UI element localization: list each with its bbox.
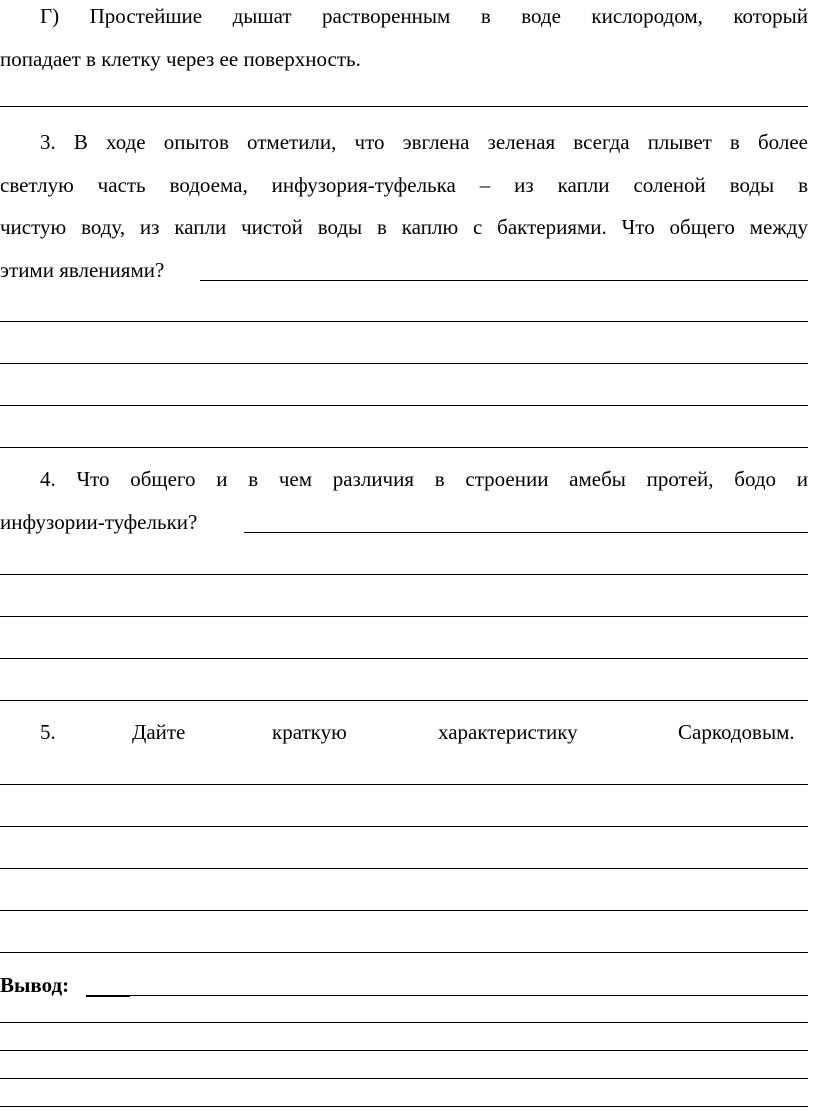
section-g-line-2: попадает в клетку через ее поверхность. (0, 47, 361, 71)
answer-line[interactable] (0, 447, 808, 448)
answer-line[interactable] (244, 532, 808, 533)
answer-line[interactable] (86, 995, 130, 997)
section-g-line-1: Г) Простейшие дышат растворенным в воде кислородом, который (40, 4, 808, 28)
question-3-line-1: 3. В ходе опытов отметили, что эвглена зеленая всегда плывет в более (40, 130, 808, 154)
conclusion-label: Вывод: (0, 973, 70, 997)
answer-line[interactable] (0, 321, 808, 322)
answer-line[interactable] (0, 405, 808, 406)
question-5-word: краткую (272, 720, 347, 744)
answer-line[interactable] (0, 574, 808, 575)
answer-line[interactable] (0, 700, 808, 701)
answer-line[interactable] (0, 106, 808, 107)
question-3-line-3: чистую воду, из капли чистой воды в каплю с бактериями. Что общего между (0, 215, 808, 239)
question-5-word: Саркодовым. (678, 720, 795, 744)
answer-line[interactable] (0, 1022, 808, 1023)
answer-line[interactable] (0, 1078, 808, 1079)
question-4-line-2: инфузории-туфельки? (0, 510, 198, 534)
answer-line[interactable] (0, 868, 808, 869)
question-4-line-1: 4. Что общего и в чем различия в строении амебы протей, бодо и (40, 467, 808, 491)
answer-line[interactable] (0, 952, 808, 953)
answer-line[interactable] (200, 280, 808, 281)
answer-line[interactable] (0, 363, 808, 364)
answer-line[interactable] (0, 616, 808, 617)
question-5-word: Дайте (132, 720, 186, 744)
answer-line[interactable] (0, 826, 808, 827)
question-3-line-2: светлую часть водоема, инфузория-туфелька – из капли соленой воды в (0, 173, 808, 197)
answer-line[interactable] (130, 995, 808, 996)
question-3-line-4: этими явлениями? (0, 258, 165, 282)
answer-line[interactable] (0, 1050, 808, 1051)
answer-line[interactable] (0, 784, 808, 785)
answer-line[interactable] (0, 1106, 808, 1107)
answer-line[interactable] (0, 910, 808, 911)
answer-line[interactable] (0, 658, 808, 659)
question-5-word: характеристику (438, 720, 578, 744)
question-5-number: 5. (40, 720, 56, 744)
